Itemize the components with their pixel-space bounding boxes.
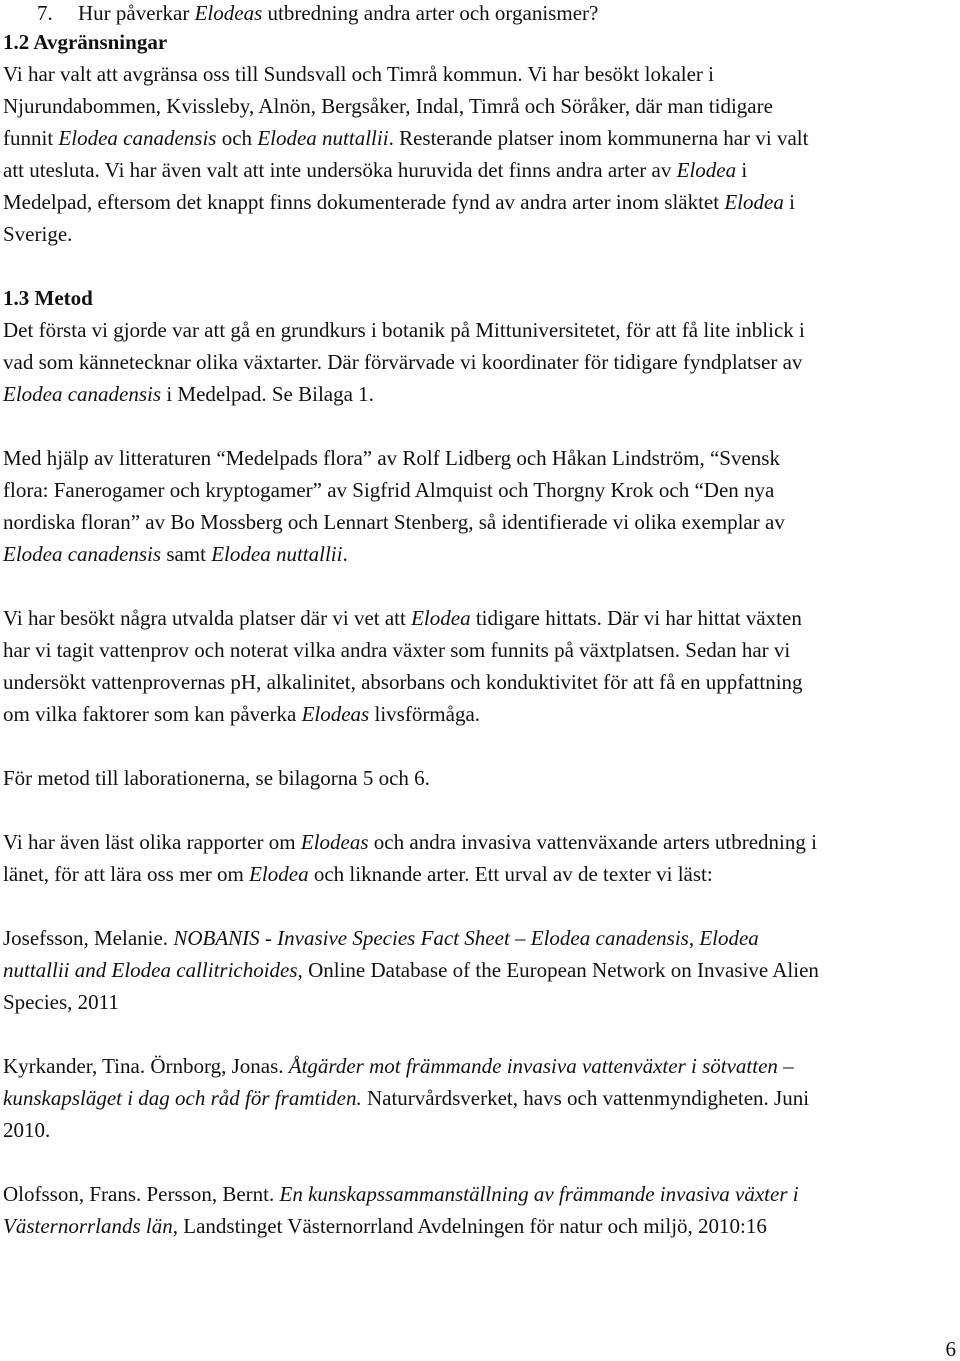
paragraph-gap [3, 1018, 955, 1050]
paragraph-line: har vi tagit vattenprov och noterat vilka andra växter som funnits på växtplatsen. Sedan har vi [3, 638, 791, 662]
page-number: 6 [945, 1337, 956, 1361]
paragraph-line: Vi har valt att avgränsa oss till Sundsvall och Timrå kommun. Vi har besökt lokaler i [3, 62, 715, 86]
paragraph-metod-5 [3, 826, 955, 890]
paragraph-line: funnit Elodea canadensis och Elodea nuttallii. Resterande platser inom kommunerna har vi valt [3, 126, 809, 150]
species-name: Elodea nuttallii [257, 126, 389, 150]
paragraph-gap [3, 1146, 955, 1178]
genus-name: Elodeas [300, 830, 369, 854]
paragraph-line: Med hjälp av litteraturen “Medelpads flora” av Rolf Lidberg och Håkan Lindström, “Svensk [3, 446, 780, 470]
paragraph-line: vad som kännetecknar olika växtarter. Där förvärvade vi koordinater för tidigare fyndplatser av [3, 350, 803, 374]
paragraph-line: nordiska floran” av Bo Mossberg och Lennart Stenberg, så identifierade vi olika exemplar av [3, 510, 785, 534]
paragraph-line: Elodea canadensis samt Elodea nuttallii. [3, 542, 348, 566]
paragraph-line: Vi har även läst olika rapporter om Elodeas och andra invasiva vattenväxande arters utbredning i [3, 830, 817, 854]
paragraph-line: att utesluta. Vi har även valt att inte undersöka huruvida det finns andra arter av Elodea i [3, 158, 748, 182]
reference-line: nuttallii and Elodea callitrichoides, Online Database of the European Network on Invasive Alien [3, 958, 819, 982]
reference-line: Kyrkander, Tina. Örnborg, Jonas. Åtgärder mot främmande invasiva vattenväxter i sötvatten – [3, 1054, 794, 1078]
genus-name: Elodea [676, 158, 737, 182]
paragraph-line: Vi har besökt några utvalda platser där vi vet att Elodea tidigare hittats. Där vi har hittat växten [3, 606, 802, 630]
paragraph-gap [3, 730, 955, 762]
paragraph-line: Det första vi gjorde var att gå en grundkurs i botanik på Mittuniversitetet, för att få lite inblick i [3, 318, 805, 342]
paragraph-gap [3, 570, 955, 602]
species-name: Elodea nuttallii [211, 542, 343, 566]
species-name: Elodea canadensis [3, 542, 162, 566]
reference-line: kunskapsläget i dag och råd för framtiden. Naturvårdsverket, havs och vattenmyndigheten. Juni [3, 1086, 810, 1110]
genus-name: Elodea [411, 606, 471, 630]
reference-title: nuttallii and Elodea callitrichoides, [3, 958, 303, 982]
section-heading-avgransningar: 1.2 Avgränsningar [3, 30, 168, 54]
paragraph-gap [3, 890, 955, 922]
paragraph-line: om vilka faktorer som kan påverka Elodeas livsförmåga. [3, 702, 481, 726]
species-name: Elodea canadensis [3, 382, 162, 406]
paragraph-line: flora: Fanerogamer och kryptogamer” av Sigfrid Almquist och Thorgny Krok och “Den nya [3, 478, 775, 502]
species-name: Elodea canadensis [58, 126, 217, 150]
paragraph-line: Njurundabommen, Kvissleby, Alnön, Bergsåker, Indal, Timrå och Söråker, där man tidigare [3, 94, 773, 118]
list-text: Hur påverkar [78, 1, 195, 25]
reference-title: NOBANIS - Invasive Species Fact Sheet – Elodea canadensis, Elodea [173, 926, 759, 950]
paragraph-avgransningar [3, 58, 955, 250]
reference-line: Josefsson, Melanie. NOBANIS - Invasive Species Fact Sheet – Elodea canadensis, Elodea [3, 926, 759, 950]
list-number: 7. [37, 1, 53, 25]
paragraph-line: Sverige. [3, 222, 73, 246]
genus-name: Elodeas [301, 702, 370, 726]
reference-entry [3, 1050, 955, 1146]
reference-line: Olofsson, Frans. Persson, Bernt. En kunskapssammanställning av främmande invasiva växter i [3, 1182, 799, 1206]
question-list-item [3, 0, 955, 26]
reference-entry [3, 1178, 955, 1242]
genus-name: Elodea [724, 190, 784, 214]
paragraph-metod-4 [3, 762, 955, 794]
paragraph-line: För metod till laborationerna, se bilagorna 5 och 6. [3, 766, 430, 790]
paragraph-line: Medelpad, eftersom det knappt finns dokumenterade fynd av andra arter inom släktet Elodea i [3, 190, 795, 214]
reference-line: Västernorrlands län, Landstinget Västernorrland Avdelningen för natur och miljö, 2010:16 [3, 1214, 767, 1238]
list-text-italic: Elodeas [194, 1, 263, 25]
list-text: utbredning andra arter och organismer? [262, 1, 599, 25]
paragraph-gap [3, 250, 955, 282]
section-heading-metod: 1.3 Metod [3, 286, 93, 310]
reference-title: Västernorrlands län, [3, 1214, 179, 1238]
genus-name: Elodea [249, 862, 309, 886]
paragraph-line: länet, för att lära oss mer om Elodea och liknande arter. Ett urval av de texter vi läst: [3, 862, 713, 886]
reference-title: kunskapsläget i dag och råd för framtiden. [3, 1086, 362, 1110]
paragraph-metod-2 [3, 442, 955, 570]
paragraph-line: Elodea canadensis i Medelpad. Se Bilaga 1. [3, 382, 374, 406]
document-page [3, 0, 955, 1242]
paragraph-metod-1 [3, 314, 955, 410]
reference-line: Species, 2011 [3, 990, 119, 1014]
reference-title: Åtgärder mot främmande invasiva vattenväxter i sötvatten – [288, 1054, 794, 1078]
reference-title: En kunskapssammanställning av främmande invasiva växter i [279, 1182, 799, 1206]
paragraph-gap [3, 410, 955, 442]
paragraph-metod-3 [3, 602, 955, 730]
reference-entry [3, 922, 955, 1018]
paragraph-gap [3, 794, 955, 826]
reference-line: 2010. [3, 1118, 51, 1142]
paragraph-line: undersökt vattenprovernas pH, alkalinitet, absorbans och konduktivitet för att få en uppfattning [3, 670, 803, 694]
